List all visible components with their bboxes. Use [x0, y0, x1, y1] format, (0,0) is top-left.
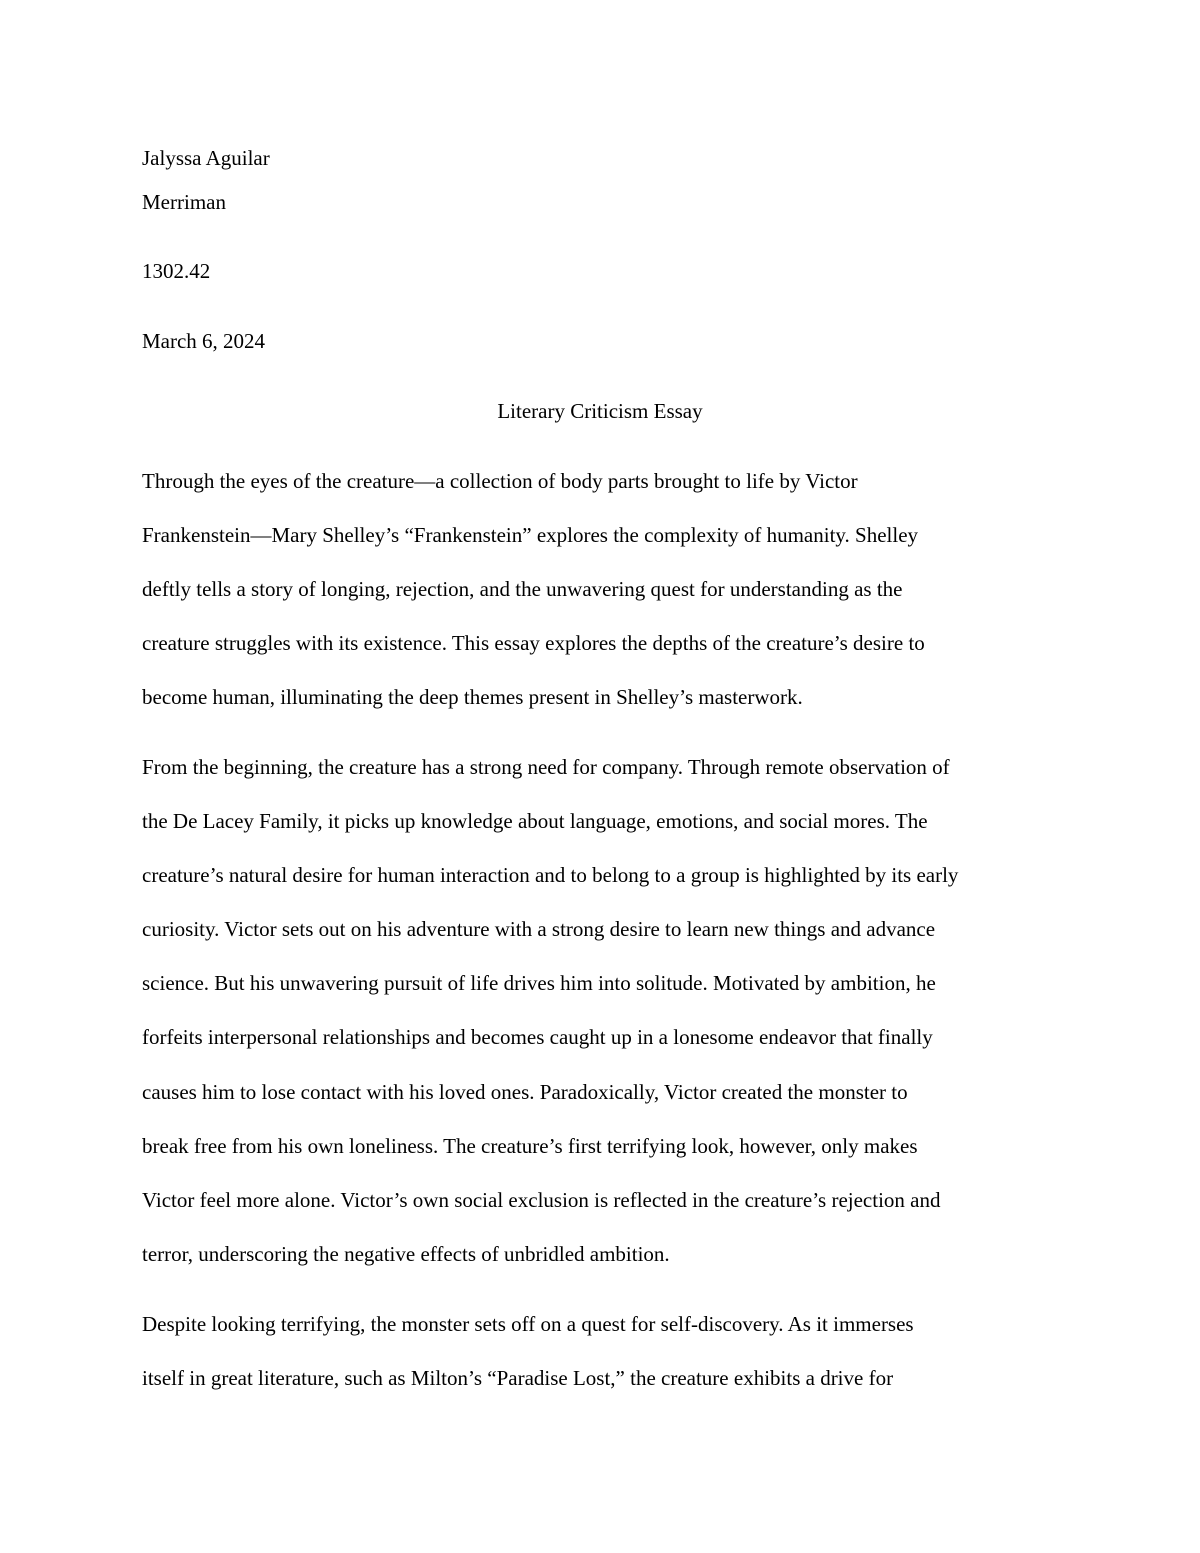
paragraph-line: break free from his own loneliness. The creature’s first terrifying look, however, only makes	[142, 1134, 918, 1158]
paragraph-line: itself in great literature, such as Milton’s “Paradise Lost,” the creature exhibits a drive for	[142, 1366, 894, 1390]
essay-date: March 6, 2024	[142, 329, 266, 353]
paragraph-line: curiosity. Victor sets out on his adventure with a strong desire to learn new things and advance	[142, 917, 936, 941]
student-name: Jalyssa Aguilar	[142, 146, 270, 170]
paragraph-line: causes him to lose contact with his loved ones. Paradoxically, Victor created the monster to	[142, 1080, 908, 1104]
essay-title: Literary Criticism Essay	[497, 399, 703, 423]
paragraph-line: terror, underscoring the negative effects of unbridled ambition.	[142, 1242, 670, 1266]
course-number: 1302.42	[142, 259, 211, 283]
paragraph-line: Frankenstein—Mary Shelley’s “Frankenstein” explores the complexity of humanity. Shelley	[142, 523, 919, 547]
paragraph-line: forfeits interpersonal relationships and becomes caught up in a lonesome endeavor that finally	[142, 1025, 933, 1049]
paragraph-line: Through the eyes of the creature—a collection of body parts brought to life by Victor	[142, 469, 858, 493]
paragraph-line: Despite looking terrifying, the monster sets off on a quest for self-discovery. As it immerses	[142, 1312, 914, 1336]
paragraph-line: become human, illuminating the deep themes present in Shelley’s masterwork.	[142, 685, 803, 709]
paragraph-line: the De Lacey Family, it picks up knowledge about language, emotions, and social mores. The	[142, 809, 928, 833]
paragraph-line: deftly tells a story of longing, rejection, and the unwavering quest for understanding as the	[142, 577, 903, 601]
paragraph-line: From the beginning, the creature has a strong need for company. Through remote observation of	[142, 755, 950, 779]
paragraph-line: creature’s natural desire for human interaction and to belong to a group is highlighted by its early	[142, 863, 959, 887]
paragraph-line: science. But his unwavering pursuit of life drives him into solitude. Motivated by ambition, he	[142, 971, 936, 995]
paragraph-line: Victor feel more alone. Victor’s own social exclusion is reflected in the creature’s rejection and	[142, 1188, 941, 1212]
paragraph-line: creature struggles with its existence. This essay explores the depths of the creature’s desire to	[142, 631, 925, 655]
instructor-name: Merriman	[142, 190, 226, 214]
